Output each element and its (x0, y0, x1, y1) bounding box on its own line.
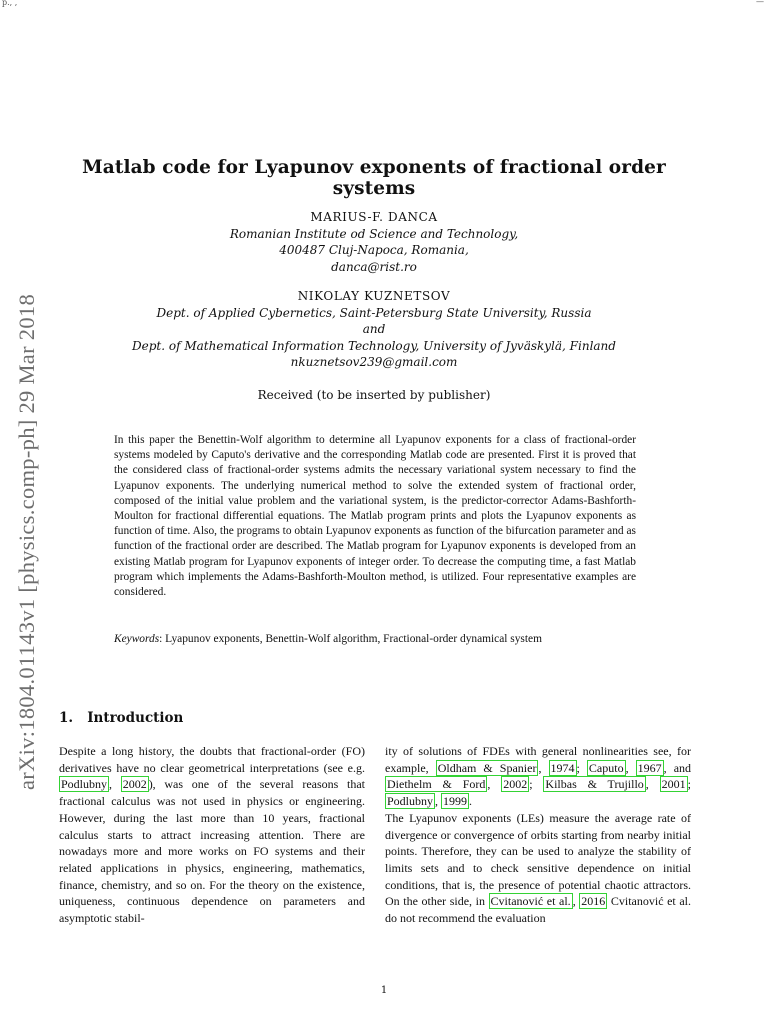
author-block-1 (110, 209, 638, 275)
corner-mark-left: p., , (2, 0, 18, 7)
citation-link[interactable]: 2002 (503, 777, 528, 792)
citation-separator: ; (687, 777, 691, 792)
body-text: ), was one of the several reasons that fractional calculus was not used in physics or engineering. However, during the last more than 10 years, fractional calculus starts to attract increasing attention. There are nowadays more and more works on FO systems and their related applications in physics, engineering, mathematics, finance, chemistry, and so on. For the theory on the existence, uniqueness, continuous dependence on parameters and asymptotic stabil- (59, 777, 365, 926)
page-number: 1 (380, 985, 388, 996)
author-block-2 (110, 288, 638, 371)
citation-link[interactable]: Podlubny (61, 777, 108, 792)
body-text: ity of solutions of FDEs with general nonlinearities see, for example, (385, 744, 691, 775)
keywords-text: : Lyapunov exponents, Benettin-Wolf algorithm, Fractional-order dynamical system (159, 633, 542, 645)
body-text: Cvitanović et al. do not recommend the evaluation (385, 894, 691, 926)
citation-link[interactable]: 1999 (443, 794, 468, 809)
author-affiliation: Dept. of Mathematical Information Technology, University of Jyväskylä, Finland (132, 338, 616, 353)
author-affiliation: Romanian Institute od Science and Technology, (229, 226, 519, 241)
citation-separator: , (487, 777, 502, 792)
citation-author: Cvitanović et al. (490, 894, 571, 909)
citation-link[interactable]: 2016 (581, 894, 606, 909)
keywords-label: Keywords (114, 633, 160, 645)
author-name: NIKOLAY KUZNETSOV (297, 289, 451, 303)
body-text: . (469, 794, 473, 809)
author-affiliation: Dept. of Applied Cybernetics, Saint-Petersburg State University, Russia (156, 305, 592, 320)
abstract: In this paper the Benettin-Wolf algorithm to determine all Lyapunov exponents for a class of fractional-order systems modeled by Caputo's derivative and the corresponding Matlab code are presented. First it is proved that the considered class of fractional-order systems admits the necessary variational system necessary to find the Lyapunov exponents. The underlying numerical method to solve the extended system of fractional order, composed of the initial value problem and the variational system, is the predictor-corrector Adams-Bashforth-Moulton for fractional differential equations. The Matlab program prints and plots the Lyapunov exponents as function of time. Also, the programs to obtain Lyapunov exponents as function of the bifurcation parameter and as function of the fractional order are described. The Matlab program for Lyapunov exponents is developed from an existing Matlab program for Lyapunov exponents of integer order. To decrease the computing time, a fast Matlab program which implements the Adams-Bashforth-Moulton method, is utilized. Four representative examples are considered. (114, 434, 636, 599)
corner-mark-right: — (756, 0, 764, 6)
arxiv-identifier-stamp[interactable]: arXiv:1804.01143v1 [physics.comp-ph] 29 Mar 2018 (14, 294, 39, 790)
citation-link[interactable]: Oldham & Spanier (437, 760, 537, 775)
citation-separator: ; (576, 760, 587, 775)
author-address: 400487 Cluj-Napoca, Romania, (279, 243, 469, 257)
citation-link[interactable]: Diethelm & Ford (387, 777, 486, 792)
citation-separator: , (538, 760, 549, 775)
paper-title: Matlab code for Lyapunov exponents of fractional order systems (82, 157, 666, 199)
citation-link[interactable]: Podlubny (387, 794, 434, 809)
author-email[interactable]: danca@rist.ro (331, 259, 417, 274)
citation-separator: , (109, 777, 121, 792)
citation-separator: , (645, 777, 660, 792)
citation-link[interactable]: 2001 (661, 777, 686, 792)
citation-separator: , (435, 794, 442, 809)
section-title: Introduction (87, 710, 184, 726)
body-text: The Lyapunov exponents (LEs) measure the average rate of divergence or convergence of orbits starting from nearby initial points. Therefore, they can be used to analyze the stability of limits sets and to check sensitive dependence on initial conditions, that is, the presence of potential chaotic attractors. On the other side, in (385, 810, 691, 909)
keywords (114, 633, 542, 645)
received-note: Received (to be inserted by publisher) (257, 388, 491, 402)
left-column (59, 743, 365, 927)
citation-link[interactable]: Caputo (588, 760, 624, 775)
section-heading-introduction (59, 710, 183, 726)
right-column (385, 743, 691, 927)
citation-link[interactable]: 1974 (550, 760, 575, 775)
citation-link[interactable] (489, 893, 573, 909)
citation-link[interactable]: 1967 (637, 760, 662, 775)
author-name: MARIUS-F. DANCA (310, 210, 438, 224)
citation-link[interactable]: 2002 (122, 777, 147, 792)
author-email[interactable]: nkuznetsov239@gmail.com (290, 355, 458, 369)
citation-separator: , (625, 760, 636, 775)
citation-link[interactable]: Kilbas & Trujillo (545, 777, 644, 792)
author-affiliation-and: and (362, 322, 386, 336)
body-text: Despite a long history, the doubts that fractional-order (FO) derivatives have no clear geometrical interpretations (see e.g. (59, 744, 365, 775)
citation-separator: , (572, 894, 580, 909)
section-number: 1. (59, 710, 74, 726)
citation-separator: , and (663, 760, 692, 775)
citation-separator: ; (529, 777, 544, 792)
